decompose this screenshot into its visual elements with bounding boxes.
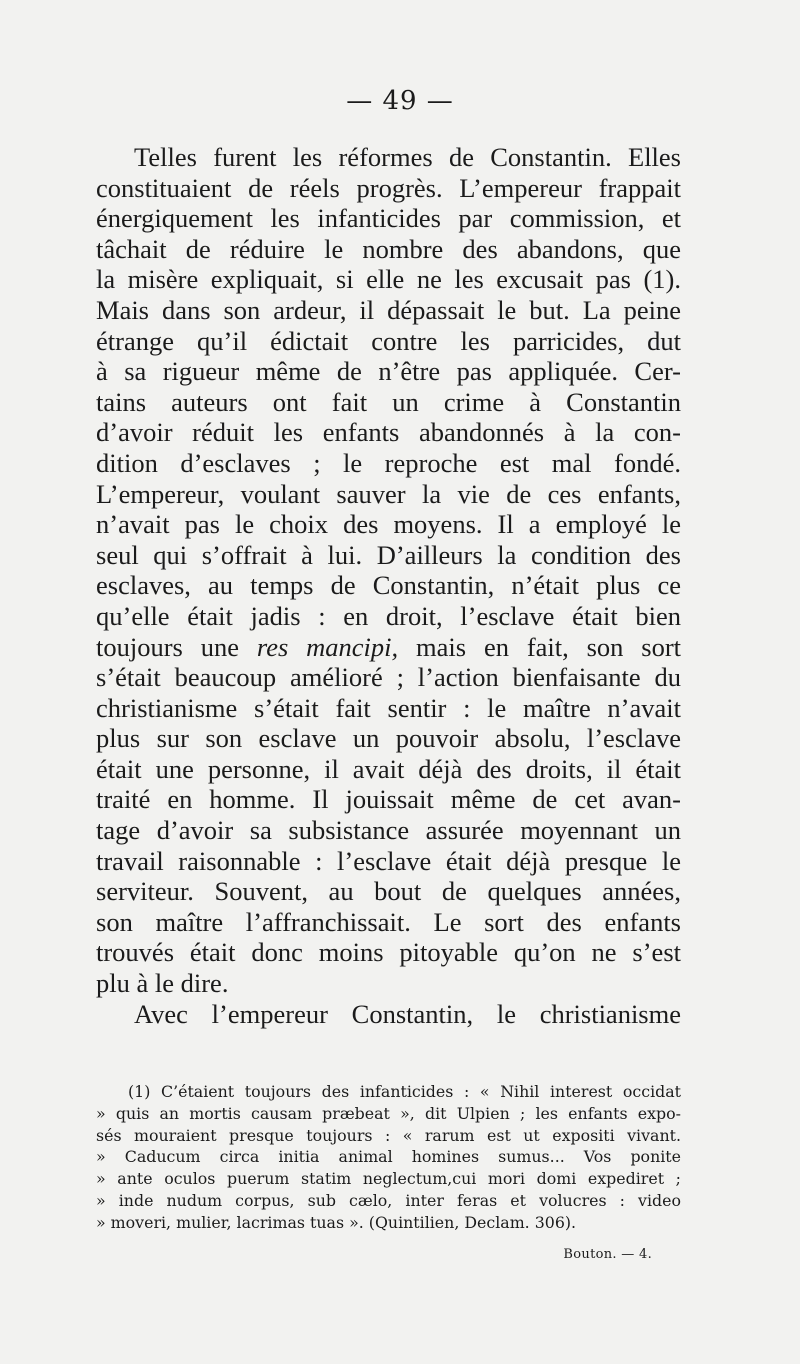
- main-text: [96, 142, 681, 1029]
- text-line: était une personne, il avait déjà des droits, il était: [96, 753, 681, 784]
- text-line: plus sur son esclave un pouvoir absolu, l’esclave: [96, 723, 681, 754]
- text-segment: mais en fait, son sort: [416, 631, 682, 662]
- text-line: à sa rigueur même de n’être pas appliquée. Cer-: [96, 356, 681, 387]
- text-line: Mais dans son ardeur, il dépassait le but. La peine: [96, 294, 681, 325]
- text-segment: toujours une: [96, 631, 239, 662]
- text-line: Avec l’empereur Constantin, le christianisme: [134, 998, 681, 1029]
- text-line-italic: [96, 632, 681, 663]
- text-line: Telles furent les réformes de Constantin. Elles: [134, 142, 681, 172]
- footnote-line: (1) C’étaient toujours des infanticides : « Nihil interest occidat: [128, 1082, 681, 1101]
- footnote: [96, 1081, 681, 1234]
- text-line: serviteur. Souvent, au bout de quelques années,: [96, 876, 681, 907]
- footnote-line: » moveri, mulier, lacrimas tuas ». (Quintilien, Declam. 306).: [96, 1212, 577, 1232]
- footnote-line: » inde nudum corpus, sub cælo, inter feras et volucres : video: [96, 1190, 681, 1210]
- text-line: esclaves, au temps de Constantin, n’était plus ce: [96, 570, 681, 601]
- text-line: traité en homme. Il jouissait même de cet avan-: [96, 784, 681, 815]
- text-line: christianisme s’était fait sentir : le maître n’avait: [96, 692, 681, 723]
- italic-term: res mancipi,: [256, 631, 399, 662]
- text-line: trouvés était donc moins pitoyable qu’on ne s’est: [96, 937, 681, 968]
- text-line: L’empereur, voulant sauver la vie de ces enfants,: [96, 478, 681, 509]
- text-line: d’avoir réduit les enfants abandonnés à la con-: [96, 417, 681, 448]
- footnote-line: sés mouraient presque toujours : « rarum est ut expositi vivant.: [96, 1125, 681, 1145]
- footnote-line: » Caducum circa initia animal homines sumus... Vos ponite: [96, 1147, 681, 1167]
- text-line: travail raisonnable : l’esclave était déjà presque le: [96, 845, 681, 876]
- text-line: seul qui s’offrait à lui. D’ailleurs la condition des: [96, 539, 681, 570]
- text-line: constituaient de réels progrès. L’empereur frappait: [96, 172, 681, 203]
- text-line: dition d’esclaves ; le reproche est mal fondé.: [96, 447, 681, 478]
- text-line: son maître l’affranchissait. Le sort des enfants: [96, 906, 681, 937]
- text-line: qu’elle était jadis : en droit, l’esclave était bien: [96, 600, 681, 631]
- text-line: plu à le dire.: [96, 968, 229, 999]
- text-line: n’avait pas le choix des moyens. Il a employé le: [96, 509, 681, 540]
- text-line: tains auteurs ont fait un crime à Constantin: [96, 386, 681, 417]
- text-line: tâchait de réduire le nombre des abandons, que: [96, 233, 681, 264]
- text-line: la misère expliquait, si elle ne les excusait pas (1).: [96, 264, 681, 295]
- text-line: tage d’avoir sa subsistance assurée moyennant un: [96, 815, 681, 846]
- page-number: — 49 —: [346, 86, 454, 116]
- text-line: étrange qu’il édictait contre les parricides, dut: [96, 325, 681, 356]
- signature-mark: Bouton. — 4.: [563, 1247, 652, 1262]
- footnote-line: » quis an mortis causam præbeat », dit Ulpien ; les enfants expo-: [96, 1103, 681, 1123]
- text-line: énergiquement les infanticides par commission, et: [96, 203, 681, 234]
- text-line: s’était beaucoup amélioré ; l’action bienfaisante du: [96, 662, 681, 693]
- footnote-line: » ante oculos puerum statim neglectum,cui mori domi expediret ;: [96, 1169, 681, 1189]
